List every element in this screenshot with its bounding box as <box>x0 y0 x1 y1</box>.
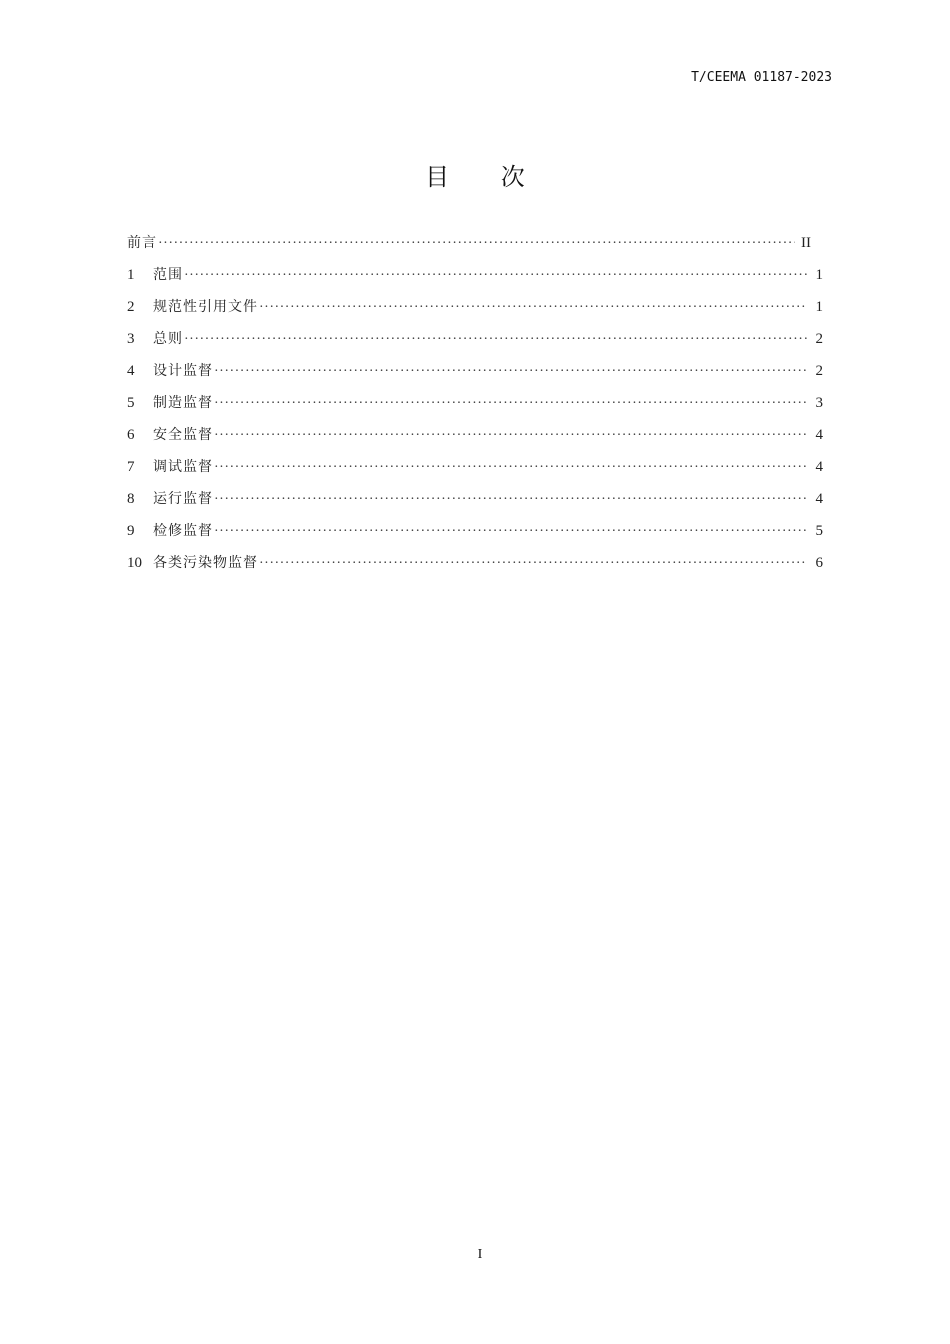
toc-entry-page: 4 <box>815 459 823 475</box>
toc-entry-design-supervision[interactable] <box>127 360 823 392</box>
toc-entry-number: 9 <box>127 523 135 539</box>
toc-entry-safety-supervision[interactable] <box>127 424 823 456</box>
toc-entry-label: 范围 <box>153 267 183 283</box>
toc-entry-general[interactable] <box>127 328 823 360</box>
toc-entry-page: 1 <box>815 267 823 283</box>
dot-leader <box>184 265 807 287</box>
toc-entry-label: 检修监督 <box>153 523 213 539</box>
toc-entry-foreword[interactable] <box>127 232 823 264</box>
dot-leader <box>259 297 807 319</box>
toc-entry-number: 10 <box>127 555 142 571</box>
toc-entry-label: 设计监督 <box>153 363 213 379</box>
toc-entry-label: 总则 <box>153 331 183 347</box>
toc-entry-scope[interactable] <box>127 264 823 296</box>
toc-title: 目 次 <box>425 163 547 191</box>
toc-entry-page: 5 <box>815 523 823 539</box>
dot-leader <box>214 393 807 415</box>
toc-entry-number: 2 <box>127 299 135 315</box>
toc-entry-number: 3 <box>127 331 135 347</box>
toc-entry-label: 规范性引用文件 <box>153 299 258 315</box>
toc-entry-number: 1 <box>127 267 135 283</box>
document-code: T/CEEMA 01187-2023 <box>691 70 832 85</box>
toc-entry-number: 7 <box>127 459 135 475</box>
page-number: I <box>477 1247 483 1262</box>
toc-entry-label: 前言 <box>127 235 157 251</box>
toc-entry-label: 运行监督 <box>153 491 213 507</box>
dot-leader <box>214 361 807 383</box>
toc-entry-number: 8 <box>127 491 135 507</box>
toc-entry-label: 调试监督 <box>153 459 213 475</box>
toc-entry-normative-references[interactable] <box>127 296 823 328</box>
toc-entry-page: 6 <box>815 555 823 571</box>
toc-entry-manufacturing-supervision[interactable] <box>127 392 823 424</box>
toc-entry-number: 5 <box>127 395 135 411</box>
toc-entry-page: 1 <box>815 299 823 315</box>
toc-entry-page: 3 <box>815 395 823 411</box>
dot-leader <box>214 425 807 447</box>
toc-entry-page: 4 <box>815 427 823 443</box>
table-of-contents <box>127 232 823 584</box>
dot-leader <box>214 521 807 543</box>
toc-entry-label: 安全监督 <box>153 427 213 443</box>
dot-leader <box>158 233 795 255</box>
toc-entry-page: 4 <box>815 491 823 507</box>
dot-leader <box>259 553 807 575</box>
toc-entry-label: 制造监督 <box>153 395 213 411</box>
toc-entry-page: 2 <box>815 331 823 347</box>
toc-entry-maintenance-supervision[interactable] <box>127 520 823 552</box>
toc-entry-pollutant-supervision[interactable] <box>127 552 823 584</box>
toc-entry-number: 4 <box>127 363 135 379</box>
toc-entry-page: 2 <box>815 363 823 379</box>
toc-entry-page: II <box>801 235 811 251</box>
toc-entry-label: 各类污染物监督 <box>153 555 258 571</box>
toc-entry-commissioning-supervision[interactable] <box>127 456 823 488</box>
dot-leader <box>214 457 807 479</box>
dot-leader <box>184 329 807 351</box>
dot-leader <box>214 489 807 511</box>
toc-entry-number: 6 <box>127 427 135 443</box>
toc-entry-operation-supervision[interactable] <box>127 488 823 520</box>
